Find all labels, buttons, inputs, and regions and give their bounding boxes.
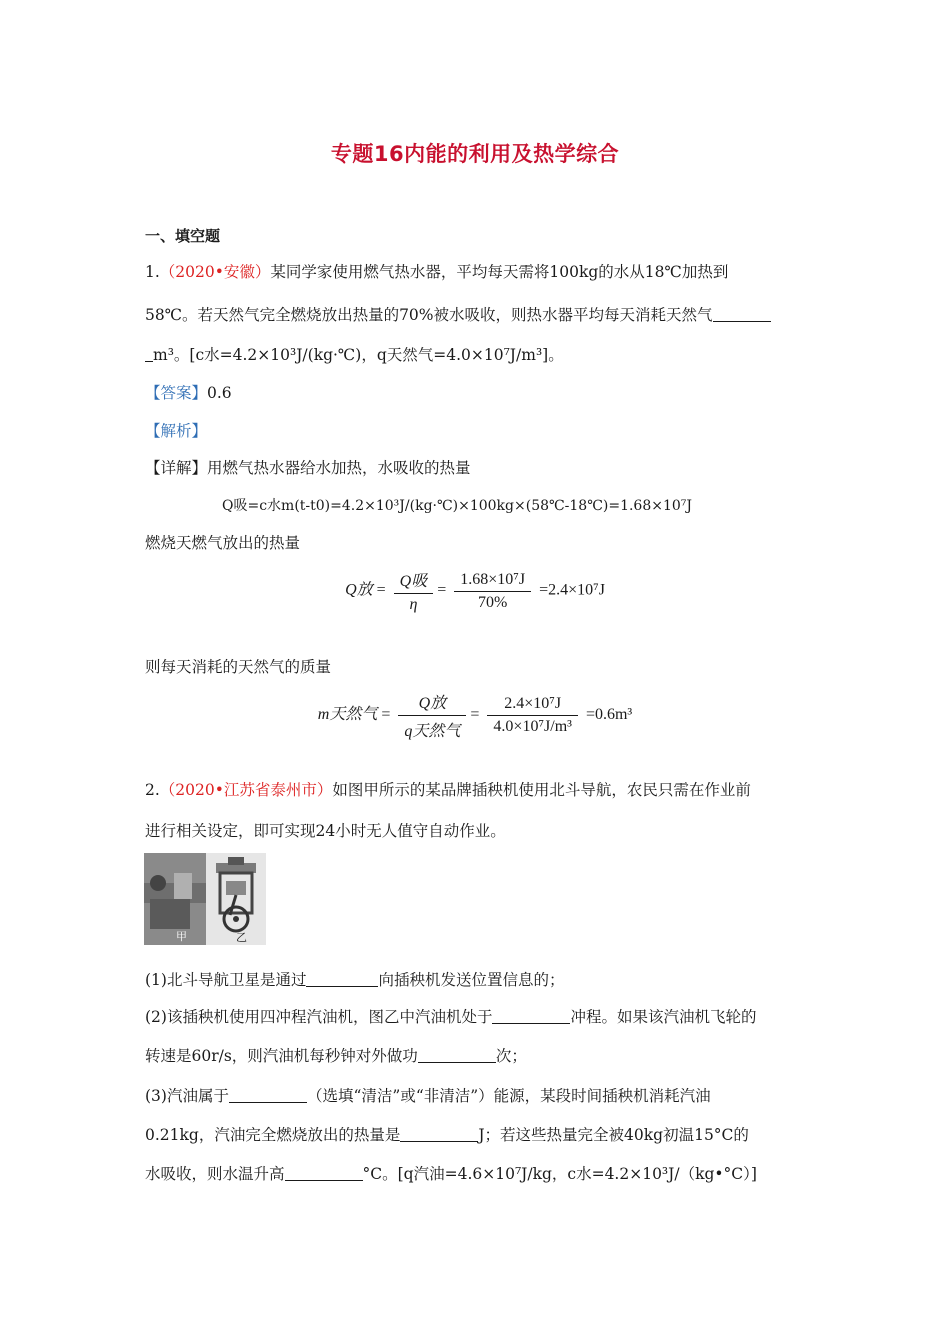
question-1-line-1 <box>145 261 728 283</box>
fraction-numerator: 1.68×10⁷J <box>454 571 531 592</box>
detail-text: 用燃气热水器给水加热，水吸收的热量 <box>207 459 471 477</box>
sub-question-text: 0.21kg，汽油完全燃烧放出的热量是 <box>145 1126 401 1144</box>
fraction-numerator: Q放 <box>398 690 466 716</box>
answer-blank[interactable] <box>418 1048 496 1063</box>
answer-value: 0.6 <box>207 384 232 402</box>
fraction <box>394 568 434 614</box>
equation-heat-released: Q放 = $\frac{\text{Q吸}}{\eta}$ = $\frac{\text{1.68×10⁷J}}{70\%}$ =2.4×10⁷J <box>0 568 950 614</box>
question-text: 某同学家使用燃气热水器，平均每天需将100kg的水从18℃加热到 <box>270 263 729 281</box>
sub-question-text: (1)北斗导航卫星是通过 <box>145 971 307 989</box>
answer-blank[interactable] <box>229 1088 307 1103</box>
equation-gas-mass: m天然气 = $\frac{\text{Q放}}{\text{q天然气}}$ = $\frac{\text{2.4×10⁷J}}{\text{4.0×10⁷J/m³}}$ =0.6m³ <box>0 690 950 741</box>
sub-question-text: (3)汽油属于 <box>145 1087 229 1105</box>
section-heading: 一、填空题 <box>145 227 221 245</box>
answer-blank[interactable] <box>285 1166 363 1181</box>
question-2-line-2: 进行相关设定，即可实现24小时无人值守自动作业。 <box>145 822 506 840</box>
sub-question-text: (2)该插秧机使用四冲程汽油机，图乙中汽油机处于 <box>145 1008 493 1026</box>
sub-question-3-line-3 <box>145 1163 757 1185</box>
answer-blank[interactable] <box>400 1127 478 1142</box>
equation-result: =0.6m³ <box>585 706 633 724</box>
sub-question-text: 向插秧机发送位置信息的； <box>378 971 565 989</box>
fraction-denominator: 70% <box>478 593 508 611</box>
fraction-numerator: 2.4×10⁷J <box>487 695 578 716</box>
equation-heat-absorbed: Q吸=c水m(t-t0)=4.2×10³J/(kg·℃)×100kg×(58℃-18℃)=1.68×10⁷J <box>222 498 693 514</box>
detail-label: 【详解】 <box>145 459 208 477</box>
sub-question-text: 冲程。如果该汽油机飞轮的 <box>570 1008 757 1026</box>
analysis-label: 【解析】 <box>145 422 208 440</box>
answer-blank[interactable] <box>306 972 378 987</box>
fraction <box>454 571 531 612</box>
question-2-line-1 <box>145 779 751 801</box>
fraction-numerator: Q吸 <box>394 568 434 594</box>
fraction-denominator: q天然气 <box>404 723 461 740</box>
sub-question-text: 转速是60r/s，则汽油机每秒钟对外做功 <box>145 1047 418 1065</box>
question-1-line-3 <box>145 344 564 366</box>
question-source: （2020•江苏省泰州市） <box>159 781 333 799</box>
fraction <box>398 690 466 741</box>
fraction <box>487 695 578 736</box>
sub-question-text: °C。[q汽油=4.6×10⁷J/kg，c水=4.2×10³J/（kg•°C）] <box>362 1165 757 1183</box>
figure-label-b: 乙 <box>236 931 247 944</box>
detail-line <box>145 457 471 479</box>
figure-image <box>144 853 266 945</box>
explanation-text: 燃烧天燃气放出的热量 <box>145 534 301 552</box>
sub-question-2-line-2 <box>145 1045 527 1067</box>
figure-illustration <box>144 853 266 945</box>
sub-question-1 <box>145 969 564 991</box>
equation-lhs: m天然气 <box>317 706 378 724</box>
sub-question-2 <box>145 1006 756 1028</box>
fraction-denominator: η <box>409 596 418 613</box>
sub-question-text: （选填“清洁”或“非清洁”）能源，某段时间插秧机消耗汽油 <box>306 1087 711 1105</box>
fraction-denominator: 4.0×10⁷J/m³ <box>493 718 572 735</box>
sub-question-text: 次； <box>495 1047 527 1065</box>
answer-label: 【答案】 <box>145 384 208 402</box>
answer-blank[interactable] <box>713 307 771 322</box>
given-values: [c水=4.2×10³J/(kg·℃)，q天然气=4.0×10⁷J/m³]。 <box>189 346 564 364</box>
sub-question-3 <box>145 1085 711 1107</box>
figure-label-a: 甲 <box>176 930 187 943</box>
equation-lhs: Q放 <box>345 581 373 599</box>
question-text: 58℃。若天然气完全燃烧放出热量的70%被水吸收，则热水器平均每天消耗天然气 <box>145 306 713 324</box>
answer-blank[interactable] <box>145 347 153 362</box>
question-1-line-2 <box>145 304 771 326</box>
question-text: 如图甲所示的某品牌插秧机使用北斗导航，农民只需在作业前 <box>332 781 751 799</box>
unit-text: m³。 <box>153 346 190 364</box>
sub-question-text: 水吸收，则水温升高 <box>145 1165 285 1183</box>
sub-question-3-line-2 <box>145 1124 749 1146</box>
page-title: 专题16内能的利用及热学综合 <box>330 142 620 166</box>
equation-result: =2.4×10⁷J <box>539 581 605 599</box>
question-source: （2020•安徽） <box>159 263 271 281</box>
question-number: 1. <box>145 263 160 281</box>
sub-question-text: J；若这些热量完全被40kg初温15°C的 <box>478 1126 749 1144</box>
question-number: 2. <box>145 781 160 799</box>
explanation-text: 则每天消耗的天然气的质量 <box>145 658 332 676</box>
answer-line <box>145 382 232 404</box>
answer-blank[interactable] <box>492 1009 570 1024</box>
